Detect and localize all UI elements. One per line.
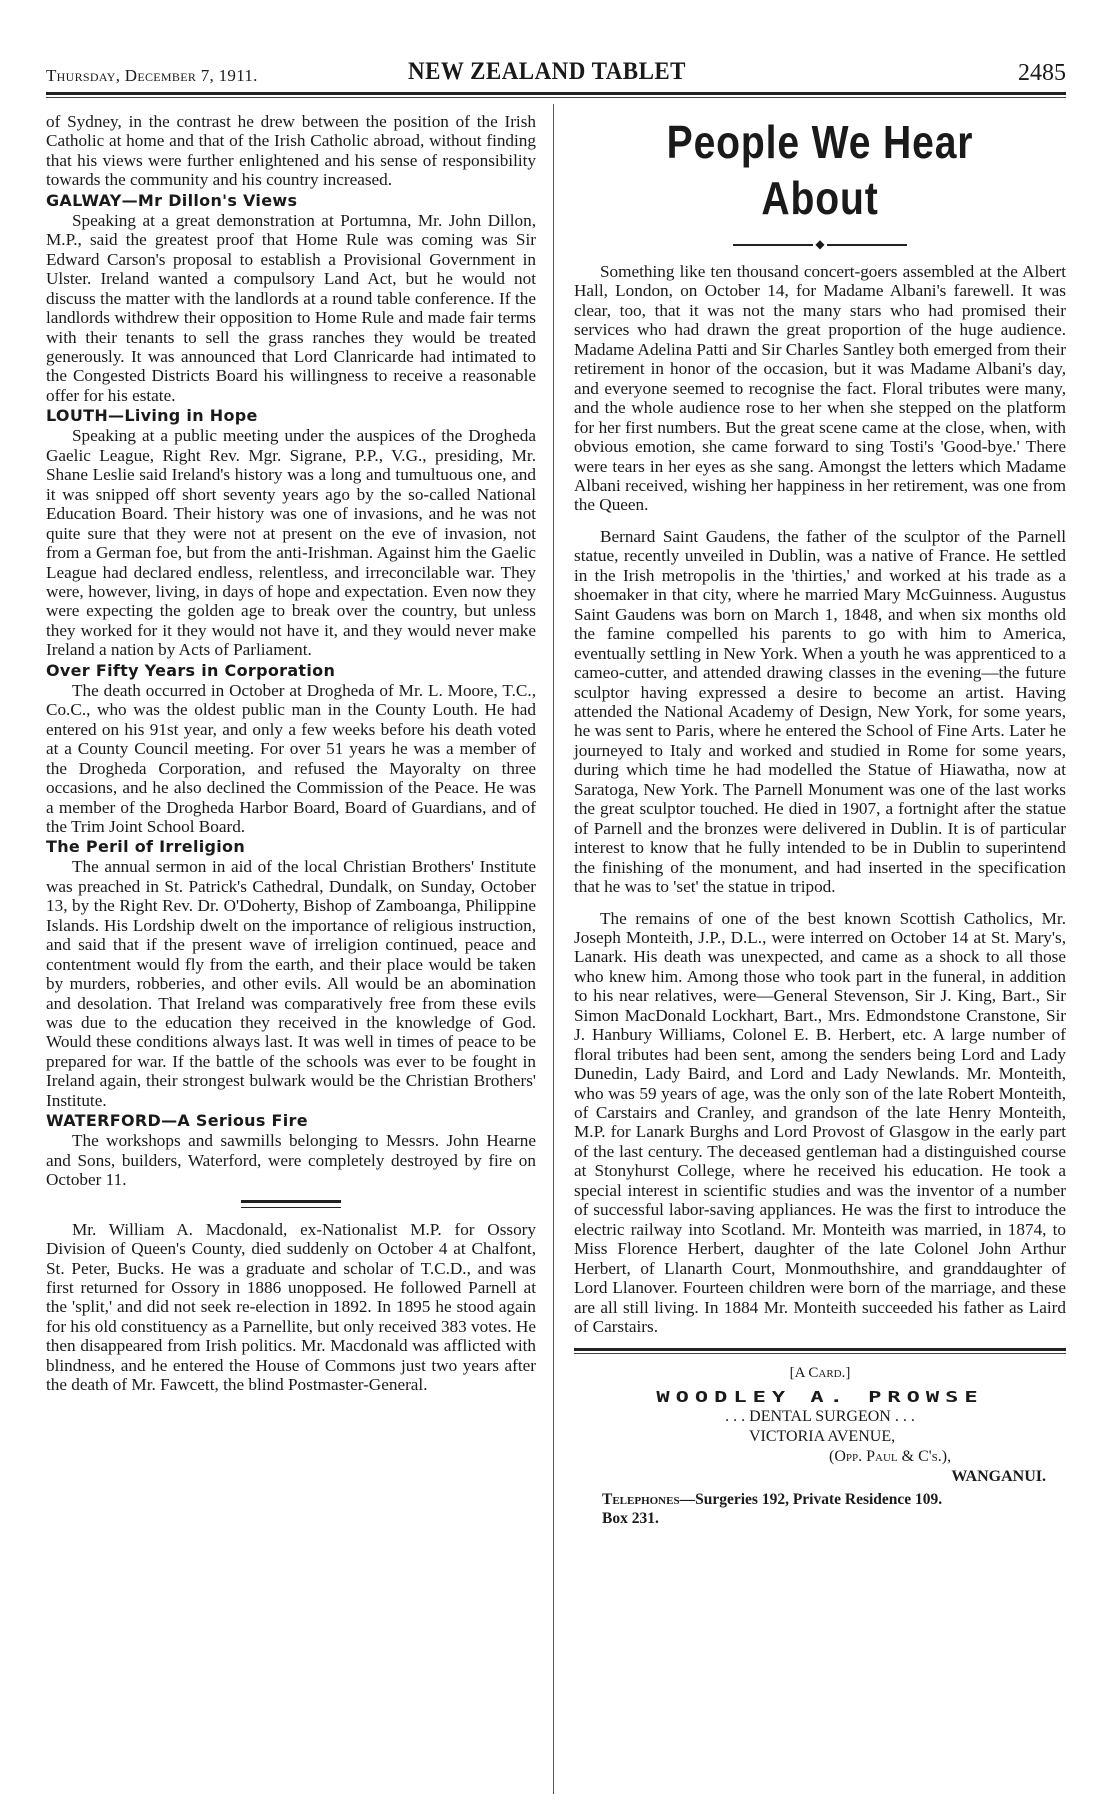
right-column — [574, 112, 1066, 1528]
section-heading: WATERFORD—A Serious Fire — [46, 1111, 308, 1131]
article-section — [46, 660, 536, 837]
card-town: WANGANUI. — [951, 1468, 1046, 1486]
card-opposite: (Opp. Paul & C's.), — [829, 1448, 952, 1466]
section-heading: Over Fifty Years in Corporation — [46, 660, 336, 680]
section-body: The death occurred in October at Drogheda of Mr. L. Moore, T.C., Co.C., who was the oldest public man in the County Louth. He had entered on his 91st year, and only a few weeks before his death voted at a County Council meeting. For over 51 years he was a member of the Drogheda Corporation, and refused the Mayoralty on three occasions, and he also declined the Commission of the Peace. He was a member of the Drogheda Harbor Board, Board of Guardians, and of the Trim Joint School Board. — [46, 680, 536, 836]
column-divider — [553, 104, 554, 1794]
issue-date: Thursday, December 7, 1911. — [46, 66, 258, 85]
header-rule-thin — [46, 97, 1066, 98]
article-paragraph: The remains of one of the best known Scottish Catholics, Mr. Joseph Monteith, J.P., D.L., were interred on October 14 at St. Mary's, Lanark. His death was unexpected, and came as a shock to all those who knew him. Among those who took part in the funeral, in addition to his near relatives, were—General Stevenson, Sir J. King, Bart., Sir Simon MacDonald Lockhart, Bart., Mrs. Edmondstone Cranstone, Sir J. Hanbury Williams, Colonel E. B. Herbert, etc. A large number of floral tributes had been sent, among the senders being Lord and Lady Dunedin, Lady Baird, and Lord and Lady Newlands. Mr. Monteith, who was 59 years of age, was the only son of the late Robert Monteith, of Carstairs and Cranley, and grandson of the late Henry Monteith, M.P. for Lanark Burghs and Lord Provost of Glasgow in the early part of the last century. The deceased gentleman had a distinguished course at Stonyhurst College, where he received his education. He took a special interest in scientific studies and was the inventor of a number of successful labor-saving appliances. He was the first to introduce the electric railway into Scotland. Mr. Monteith was married, in 1874, to Miss Florence Herbert, daughter of the late Colonel John Arthur Herbert, of Llanarth Court, Monmouthshire, and granddaughter of Lord Llanover. Fourteen children were born of the marriage, and these are all still living. In 1884 Mr. Monteith succeeded his father as Laird of Carstairs. — [574, 908, 1066, 1337]
telephones-numbers: —Surgeries 192, Private Residence 109. — [679, 1491, 943, 1509]
section-heading: GALWAY—Mr Dillon's Views — [46, 190, 298, 210]
section-divider — [241, 1200, 341, 1208]
telephones-label: Telephones — [602, 1491, 680, 1509]
section-heading: The Peril of Irreligion — [46, 837, 246, 857]
publication-title: NEW ZEALAND TABLET — [408, 58, 686, 85]
column-headline: People We Hear About — [666, 116, 974, 224]
card-rule-thin — [574, 1353, 1066, 1354]
article-section — [46, 836, 536, 1110]
closing-paragraph: Mr. William A. Macdonald, ex-Nationalist M.P. for Ossory Division of Queen's County, died suddenly on October 4 at Chalfont, St. Peter, Bucks. He was a graduate and scholar of T.C.D., and was first returned for Ossory in 1886 unopposed. He followed Parnell at the 'split,' and did not seek re-election in 1892. In 1895 he stood again for his old constituency as a Parnellite, but only received 383 votes. He then disappeared from Irish politics. Mr. Macdonald was afflicted with blindness, and he entered the House of Commons just two years after the death of Mr. Fawcett, the blind Postmaster-General. — [46, 1219, 536, 1395]
article-paragraph: Something like ten thousand concert-goers assembled at the Albert Hall, London, on October 14, for Madame Albani's farewell. It was clear, too, that it was not the many stars who had promised their services who had drawn the great proportion of the huge audience. Madame Adelina Patti and Sir Charles Santley both emerged from their retirement in honor of the occasion, but it was Madame Albani's day, and everyone seemed to recognise the fact. Floral tributes were many, and the whole audience rose to her when she stepped on the platform for her first numbers. But the great scene came at the close, when, with obvious emotion, she came forward to sing Tosti's 'Good-bye.' There were tears in her eyes as she sang. Amongst the letters which Madame Albani received, wishing her happiness in her retirement, was one from the Queen. — [574, 262, 1066, 515]
article-paragraph: Bernard Saint Gaudens, the father of the sculptor of the Parnell statue, recently unveiled in Dublin, was a native of France. He settled in the Irish metropolis in the 'thirties,' and worked at his trade as a shoemaker in that city, where he married Mary McGuinness. Augustus Saint Gaudens was born on March 1, 1848, and when six months old the famine compelled his parents to go with him to America, eventually settling in New York. When a youth he was apprenticed to a cameo-cutter, and attended drawing classes in the evening—the future sculptor having expressed a desire to become an artist. Having attended the National Academy of Design, New York, for some years, he was sent to Paris, where he entered the School of Fine Arts. Later he journeyed to Italy and worked and studied in Rome for some years, during which time he had modelled the Statue of Hiawatha, now at Saratoga, New York. The Parnell Monument was one of the last works the great sculptor touched. He died in 1907, a fortnight after the statue of Parnell and the bronzes were delivered in Dublin. It is of particular interest to know that he fully intended to be in Dublin to superintend the finishing of the monument, and had inserted in the specification that he was to 'set' the statue in tripod. — [574, 526, 1066, 897]
article-section — [46, 190, 536, 406]
advertisement-card — [574, 1364, 1066, 1528]
card-telephones — [574, 1490, 1066, 1528]
section-heading: LOUTH—Living in Hope — [46, 406, 258, 426]
ornament-divider: ◆ — [574, 234, 1066, 248]
article-section — [46, 1110, 536, 1189]
card-name: WOODLEY A. PROWSE — [656, 1388, 984, 1407]
card-label: [A Card.] — [789, 1365, 851, 1382]
section-body: The annual sermon in aid of the local Christian Brothers' Institute was preached in St. Patrick's Cathedral, Dundalk, on Sunday, October 13, by the Right Rev. Dr. O'Doherty, Bishop of Zamboanga, Philippine Islands. His Lordship dwelt on the importance of religious instruction, and said that if the present wave of irreligion continued, peace and contentment would fly from the earth, and their place would be taken by murders, robberies, and other evils. All would be an abomination and desolation. That Ireland was comparatively free from these evils was due to the education they received in the knowledge of God. Would these conditions always last. It was well in times of peace to be prepared for war. If the battle of the schools was ever to be fought in Ireland again, their strongest bulwark would be the Christian Brothers' Institute. — [46, 857, 536, 1110]
page-number: 2485 — [1018, 60, 1066, 86]
card-street: VICTORIA AVENUE, — [749, 1428, 896, 1446]
card-box: Box 231. — [602, 1510, 659, 1528]
card-profession: . . . DENTAL SURGEON . . . — [725, 1408, 915, 1426]
page-header — [46, 58, 1066, 88]
left-column — [46, 112, 536, 1395]
section-body: Speaking at a public meeting under the auspices of the Drogheda Gaelic League, Right Rev. Mgr. Sigrane, P.P., V.G., presiding, Mr. Shane Leslie said Ireland's history was a long and tumultuous one, and it was snipped off short seventy years ago by the so-called National Education Board. Their history was one of invasions, and he was not quite sure that they were not at present on the eve of invasion, not from a German foe, but from the anti-Irishman. Against him the Gaelic League had declared endless, relentless, and irreconcilable war. They were, however, living, in days of hope and expectation. Even now they were expecting the golden age to break over the country, but unless they worked for it they would not have it, and they would never make Ireland a nation by Acts of Parliament. — [46, 426, 536, 660]
section-body: Speaking at a great demonstration at Portumna, Mr. John Dillon, M.P., said the greatest proof that Home Rule was coming was Sir Edward Carson's proposal to establish a Provisional Government in Ulster. Ireland wanted a compulsory Land Act, but he would not discuss the matter with the landlords at a round table conference. If the landlords withdrew their opposition to Home Rule and made fair terms with their tenants to sell the grass ranches they would be treated generously. It was announced that Lord Clanricarde had intimated to the Congested Districts Board his willingness to receive a reasonable offer for his estate. — [46, 210, 536, 405]
article-section — [46, 405, 536, 659]
card-rule — [574, 1348, 1066, 1351]
intro-paragraph: of Sydney, in the contrast he drew between the position of the Irish Catholic at home and that of the Irish Catholic abroad, without finding that his views were further enlightened and his sense of responsibility towards the community and his country increased. — [46, 112, 536, 190]
header-rule — [46, 92, 1066, 95]
section-body: The workshops and sawmills belonging to Messrs. John Hearne and Sons, builders, Waterford, were completely destroyed by fire on October 11. — [46, 1131, 536, 1190]
